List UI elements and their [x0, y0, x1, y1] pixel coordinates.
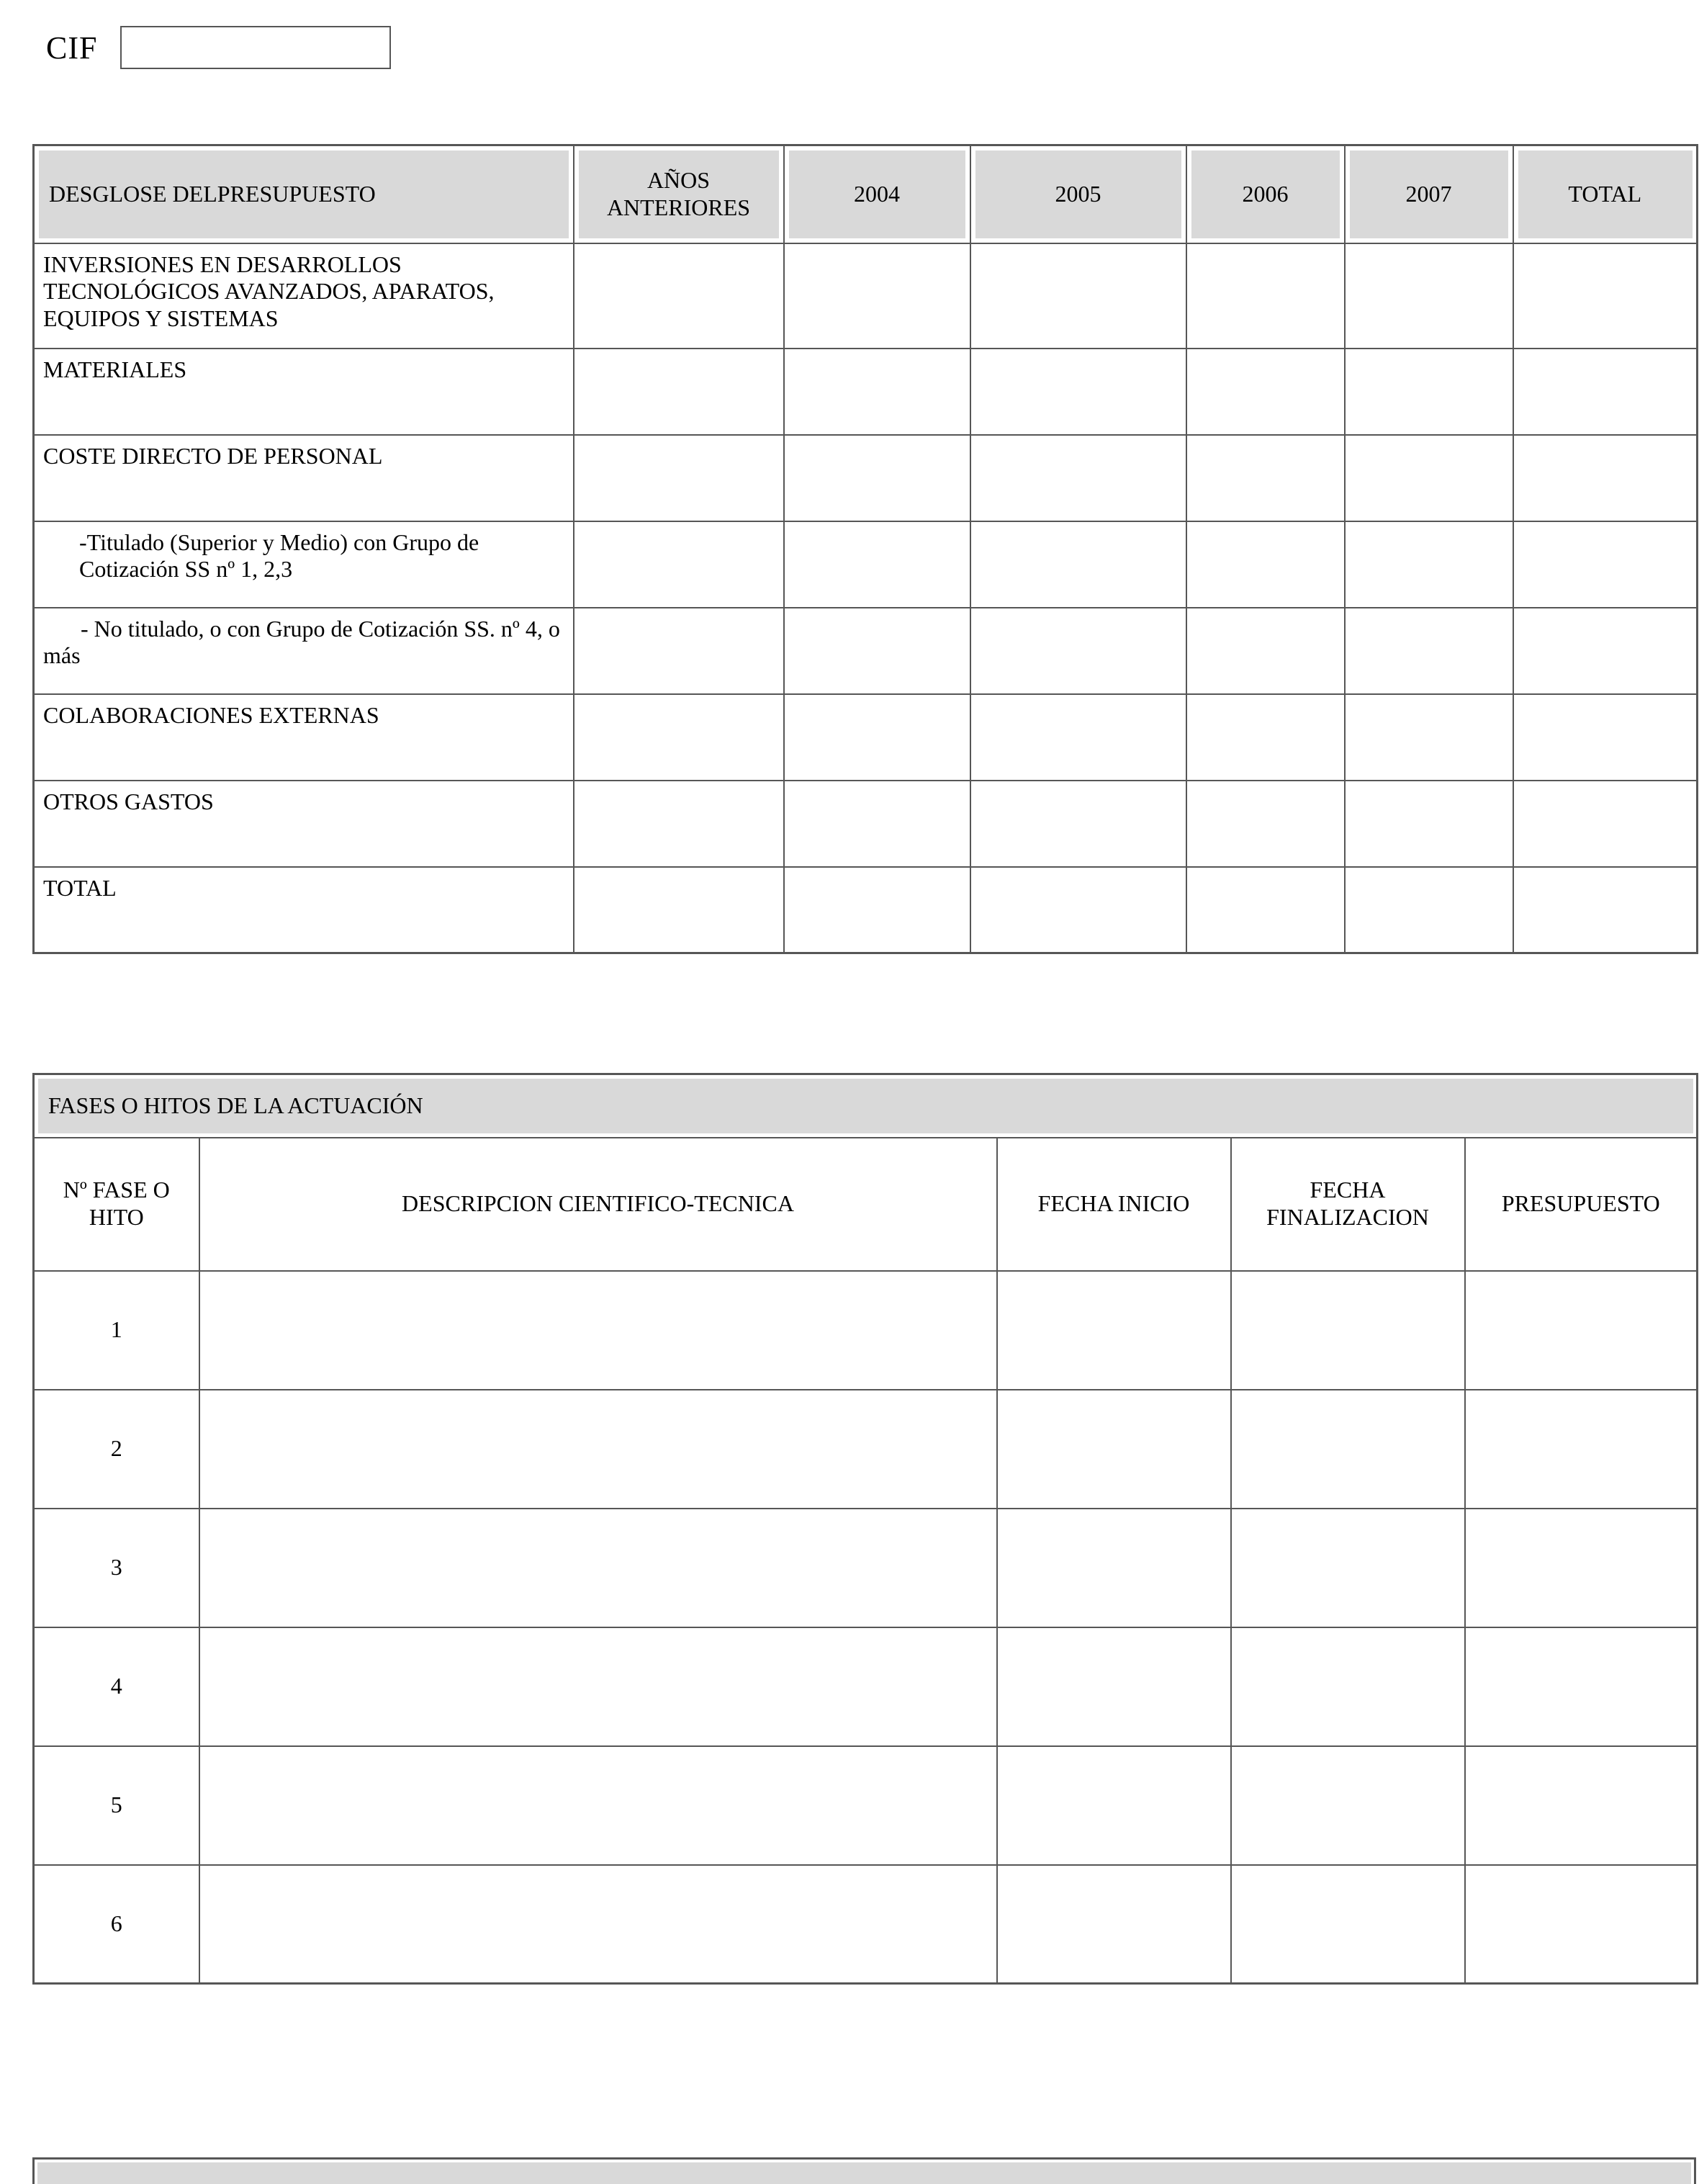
- phase-cell[interactable]: [1465, 1390, 1698, 1509]
- budget-cell[interactable]: [1513, 781, 1698, 867]
- phase-cell[interactable]: [997, 1865, 1231, 1984]
- budget-header-2005: 2005: [970, 145, 1186, 243]
- phase-cell[interactable]: [199, 1627, 997, 1746]
- budget-cell[interactable]: [574, 521, 784, 608]
- phase-cell[interactable]: [997, 1390, 1231, 1509]
- budget-row-label: MATERIALES: [34, 349, 574, 435]
- budget-row-label: COSTE DIRECTO DE PERSONAL: [34, 435, 574, 521]
- phase-cell[interactable]: [997, 1509, 1231, 1627]
- phase-cell[interactable]: [199, 1390, 997, 1509]
- phase-row-2: [34, 1390, 1698, 1509]
- budget-cell[interactable]: [784, 243, 970, 349]
- phase-cell[interactable]: [1465, 1509, 1698, 1627]
- phase-number: 3: [34, 1509, 199, 1627]
- phase-cell[interactable]: [997, 1271, 1231, 1390]
- phases-title-row: [34, 1074, 1698, 1138]
- budget-cell[interactable]: [1513, 521, 1698, 608]
- phase-cell[interactable]: [1231, 1509, 1465, 1627]
- budget-cell[interactable]: [1186, 521, 1345, 608]
- budget-row-label: -Titulado (Superior y Medio) con Grupo de Cotización SS nº 1, 2,3: [34, 521, 574, 608]
- budget-header-2004: 2004: [784, 145, 970, 243]
- budget-cell[interactable]: [1345, 243, 1513, 349]
- budget-cell[interactable]: [970, 349, 1186, 435]
- budget-row-colaboraciones: [34, 694, 1698, 781]
- budget-cell[interactable]: [1513, 435, 1698, 521]
- budget-cell[interactable]: [1186, 435, 1345, 521]
- phase-cell[interactable]: [1231, 1390, 1465, 1509]
- budget-cell[interactable]: [1345, 435, 1513, 521]
- budget-cell[interactable]: [1513, 867, 1698, 953]
- phase-cell[interactable]: [1231, 1865, 1465, 1984]
- budget-header-total: TOTAL: [1513, 145, 1698, 243]
- budget-cell[interactable]: [1186, 694, 1345, 781]
- phases-header-descripcion: DESCRIPCION CIENTIFICO-TECNICA: [199, 1138, 997, 1271]
- budget-cell[interactable]: [1345, 521, 1513, 608]
- phases-header-row: [34, 1138, 1698, 1271]
- phase-number: 6: [34, 1865, 199, 1984]
- budget-cell[interactable]: [970, 781, 1186, 867]
- phases-table: [32, 1073, 1698, 1985]
- phase-row-5: [34, 1746, 1698, 1865]
- budget-cell[interactable]: [1345, 608, 1513, 694]
- phases-header-fecha-finalizacion: FECHA FINALIZACION: [1231, 1138, 1465, 1271]
- budget-header-anios-anteriores: AÑOS ANTERIORES: [574, 145, 784, 243]
- budget-cell[interactable]: [784, 521, 970, 608]
- phase-row-1: [34, 1271, 1698, 1390]
- budget-cell[interactable]: [1513, 694, 1698, 781]
- cif-input[interactable]: [120, 26, 391, 69]
- phase-row-6: [34, 1865, 1698, 1984]
- budget-cell[interactable]: [1345, 867, 1513, 953]
- phase-number: 2: [34, 1390, 199, 1509]
- budget-cell[interactable]: [970, 608, 1186, 694]
- phases-title-text: FASES O HITOS DE LA ACTUACIÓN: [48, 1092, 423, 1118]
- budget-cell[interactable]: [784, 781, 970, 867]
- phase-cell[interactable]: [1465, 1627, 1698, 1746]
- budget-cell[interactable]: [1186, 349, 1345, 435]
- phase-cell[interactable]: [1231, 1271, 1465, 1390]
- budget-header-desglose: [34, 145, 574, 243]
- phase-cell[interactable]: [199, 1509, 997, 1627]
- budget-row-coste-personal: [34, 435, 1698, 521]
- phase-cell[interactable]: [1465, 1865, 1698, 1984]
- budget-row-label: TOTAL: [34, 867, 574, 953]
- budget-cell[interactable]: [970, 867, 1186, 953]
- phase-number: 5: [34, 1746, 199, 1865]
- phase-cell[interactable]: [1465, 1271, 1698, 1390]
- budget-cell[interactable]: [970, 243, 1186, 349]
- budget-cell[interactable]: [1513, 349, 1698, 435]
- budget-cell[interactable]: [574, 349, 784, 435]
- budget-cell[interactable]: [574, 435, 784, 521]
- budget-header-2007: 2007: [1345, 145, 1513, 243]
- budget-row-label: OTROS GASTOS: [34, 781, 574, 867]
- budget-cell[interactable]: [574, 694, 784, 781]
- budget-cell[interactable]: [784, 694, 970, 781]
- budget-cell[interactable]: [1186, 608, 1345, 694]
- budget-row-label: COLABORACIONES EXTERNAS: [34, 694, 574, 781]
- cif-row: [46, 26, 391, 69]
- budget-cell[interactable]: [574, 867, 784, 953]
- budget-cell[interactable]: [784, 349, 970, 435]
- budget-cell[interactable]: [574, 608, 784, 694]
- budget-cell[interactable]: [784, 867, 970, 953]
- phase-cell[interactable]: [199, 1271, 997, 1390]
- budget-header-desglose-text: DESGLOSE DELPRESUPUESTO: [49, 180, 376, 207]
- budget-cell[interactable]: [1345, 694, 1513, 781]
- budget-table: [32, 144, 1698, 954]
- budget-cell[interactable]: [1186, 867, 1345, 953]
- phase-number: 4: [34, 1627, 199, 1746]
- budget-row-no-titulado: [34, 608, 1698, 694]
- budget-row-label: - No titulado, o con Grupo de Cotización SS. nº 4, o más: [34, 608, 574, 694]
- phase-cell[interactable]: [1231, 1746, 1465, 1865]
- budget-cell[interactable]: [574, 781, 784, 867]
- phase-cell[interactable]: [199, 1865, 997, 1984]
- budget-row-total: [34, 867, 1698, 953]
- phase-cell[interactable]: [997, 1746, 1231, 1865]
- phase-cell[interactable]: [997, 1627, 1231, 1746]
- next-section-header-bar: [32, 2157, 1696, 2184]
- phase-cell[interactable]: [1465, 1746, 1698, 1865]
- budget-cell[interactable]: [970, 694, 1186, 781]
- budget-row-inversiones: [34, 243, 1698, 349]
- budget-cell[interactable]: [1345, 781, 1513, 867]
- budget-cell[interactable]: [970, 521, 1186, 608]
- phase-cell[interactable]: [199, 1746, 997, 1865]
- phase-number: 1: [34, 1271, 199, 1390]
- budget-cell[interactable]: [1345, 349, 1513, 435]
- budget-cell[interactable]: [970, 435, 1186, 521]
- budget-cell[interactable]: [1186, 243, 1345, 349]
- budget-cell[interactable]: [1513, 608, 1698, 694]
- budget-header-2006: 2006: [1186, 145, 1345, 243]
- phases-title-bar: [34, 1074, 1698, 1138]
- budget-row-materiales: [34, 349, 1698, 435]
- budget-cell[interactable]: [784, 608, 970, 694]
- budget-header-row: [34, 145, 1698, 243]
- phase-row-4: [34, 1627, 1698, 1746]
- phase-row-3: [34, 1509, 1698, 1627]
- cif-label: CIF: [46, 30, 98, 66]
- budget-row-otros-gastos: [34, 781, 1698, 867]
- phases-header-fase: Nº FASE O HITO: [34, 1138, 199, 1271]
- budget-row-titulado: [34, 521, 1698, 608]
- phases-header-presupuesto: PRESUPUESTO: [1465, 1138, 1698, 1271]
- budget-cell[interactable]: [574, 243, 784, 349]
- phases-header-fecha-inicio: FECHA INICIO: [997, 1138, 1231, 1271]
- budget-row-label: INVERSIONES EN DESARROLLOS TECNOLÓGICOS AVANZADOS, APARATOS, EQUIPOS Y SISTEMAS: [34, 243, 574, 349]
- budget-cell[interactable]: [1186, 781, 1345, 867]
- budget-cell[interactable]: [784, 435, 970, 521]
- phase-cell[interactable]: [1231, 1627, 1465, 1746]
- budget-cell[interactable]: [1513, 243, 1698, 349]
